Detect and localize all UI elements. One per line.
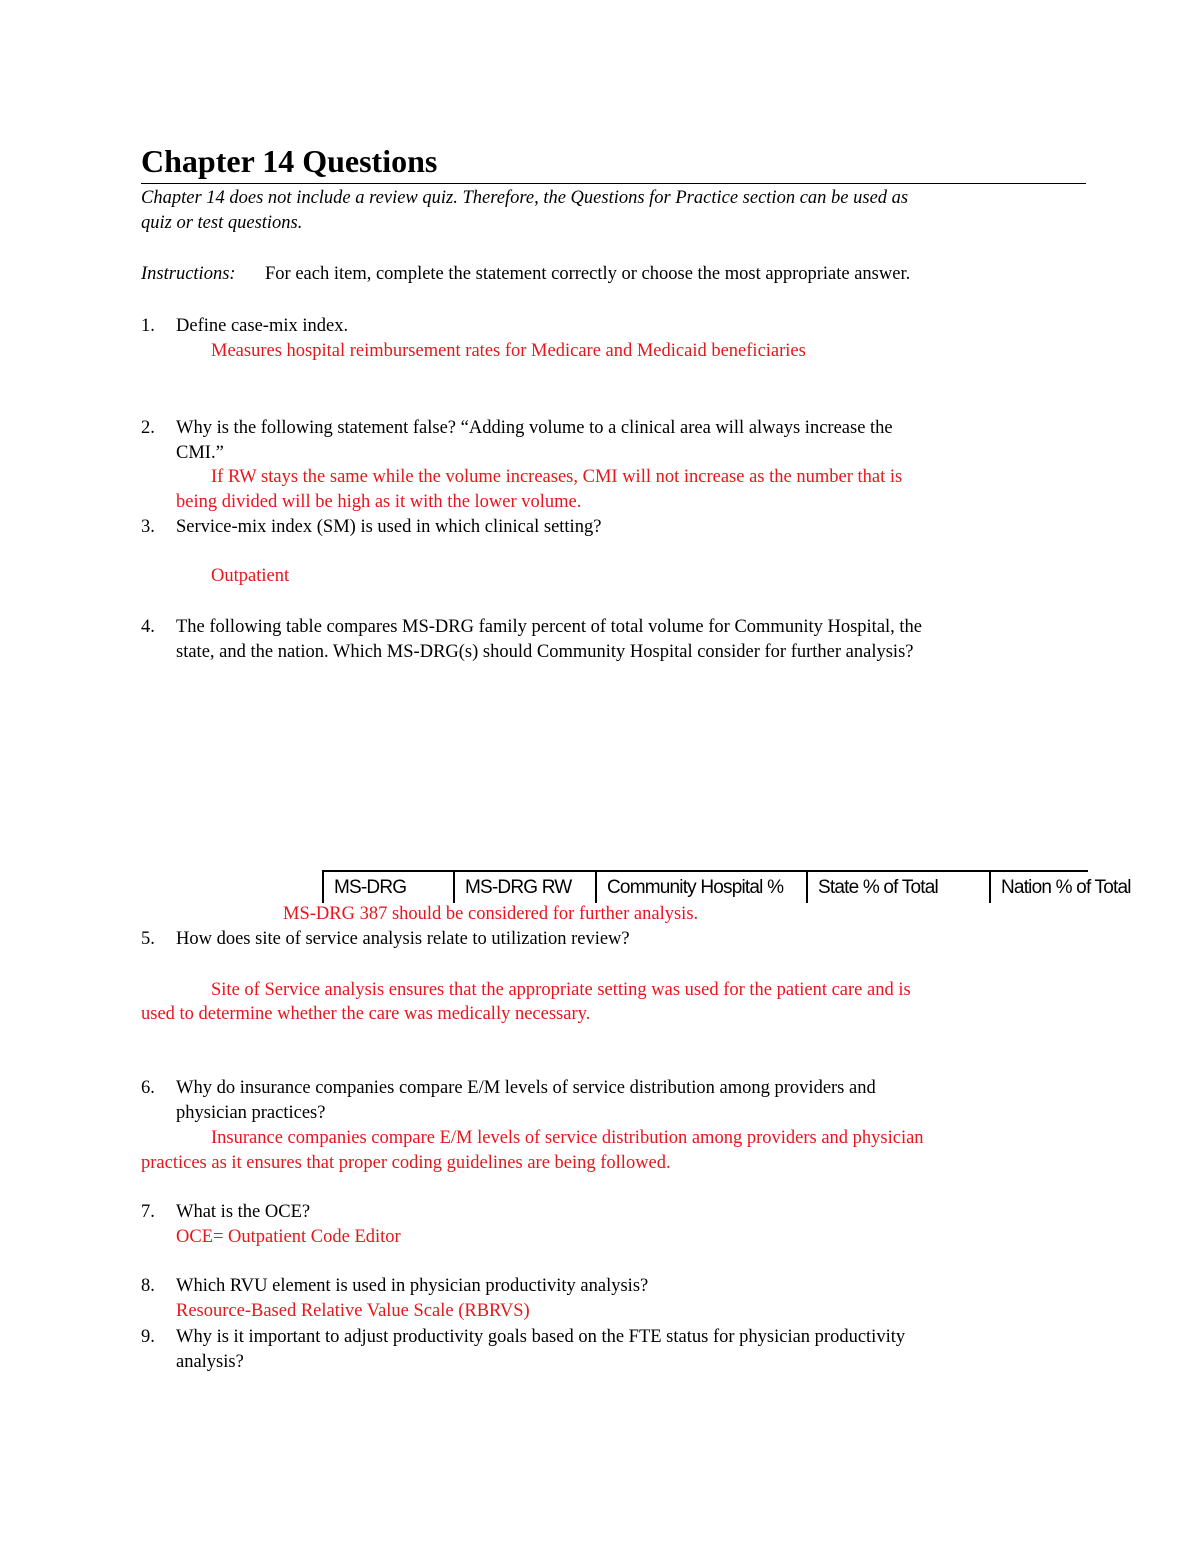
question-text-continued: CMI.”	[176, 443, 224, 463]
question-text-continued: state, and the nation. Which MS-DRG(s) should Community Hospital consider for further analysis?	[176, 642, 914, 662]
question-4-answer: MS-DRG 387 should be considered for further analysis.	[283, 904, 699, 924]
answer-text: If RW stays the same while the volume increases, CMI will not increase as the number that is	[211, 467, 903, 487]
question-text: Why do insurance companies compare E/M levels of service distribution among providers and	[176, 1078, 876, 1098]
question-number: 3.	[141, 517, 155, 537]
answer-text: Site of Service analysis ensures that the appropriate setting was used for the patient care and is	[211, 980, 911, 1000]
question-number: 1.	[141, 316, 155, 336]
instructions-text: For each item, complete the statement correctly or choose the most appropriate answer.	[265, 264, 911, 284]
answer-text: Measures hospital reimbursement rates for Medicare and Medicaid beneficiaries	[211, 341, 806, 361]
intro-line-2: quiz or test questions.	[141, 213, 303, 233]
answer-text: Outpatient	[211, 566, 290, 586]
title-underline	[141, 183, 1086, 184]
question-text: Why is the following statement false? “Adding volume to a clinical area will always increase the	[176, 418, 893, 438]
intro-line-1: Chapter 14 does not include a review quiz. Therefore, the Questions for Practice section can be used as	[141, 188, 909, 208]
answer-text-continued: practices as it ensures that proper coding guidelines are being followed.	[141, 1153, 671, 1173]
question-text-continued: analysis?	[176, 1352, 244, 1372]
ms-drg-table	[322, 870, 1131, 903]
question-number: 6.	[141, 1078, 155, 1098]
table-header-community-hospital: Community Hospital %	[595, 872, 806, 903]
question-number: 5.	[141, 929, 155, 949]
answer-text-continued: used to determine whether the care was medically necessary.	[141, 1004, 591, 1024]
table-header-ms-drg: MS-DRG	[322, 872, 453, 903]
question-number: 8.	[141, 1276, 155, 1296]
question-text: Service-mix index (SM) is used in which clinical setting?	[176, 517, 602, 537]
question-text: Which RVU element is used in physician productivity analysis?	[176, 1276, 649, 1296]
table-header-nation: Nation % of Total	[989, 872, 1129, 903]
question-text: Why is it important to adjust productivity goals based on the FTE status for physician productivity	[176, 1327, 906, 1347]
answer-text: Resource-Based Relative Value Scale (RBRVS)	[176, 1301, 530, 1321]
instructions-label: Instructions:	[141, 264, 236, 284]
question-text: The following table compares MS-DRG family percent of total volume for Community Hospital, the	[176, 617, 923, 637]
question-number: 7.	[141, 1202, 155, 1222]
question-number: 2.	[141, 418, 155, 438]
table-header-state: State % of Total	[806, 872, 989, 903]
question-text: How does site of service analysis relate to utilization review?	[176, 929, 630, 949]
table-header-ms-drg-rw: MS-DRG RW	[453, 872, 595, 903]
question-text: Define case-mix index.	[176, 316, 349, 336]
answer-text: Insurance companies compare E/M levels of service distribution among providers and physician	[211, 1128, 924, 1148]
question-number: 4.	[141, 617, 155, 637]
answer-text: OCE= Outpatient Code Editor	[176, 1227, 401, 1247]
question-text: What is the OCE?	[176, 1202, 311, 1222]
answer-text-continued: being divided will be high as it with the lower volume.	[176, 492, 582, 512]
question-text-continued: physician practices?	[176, 1103, 326, 1123]
page-title: Chapter 14 Questions	[141, 143, 438, 179]
question-number: 9.	[141, 1327, 155, 1347]
